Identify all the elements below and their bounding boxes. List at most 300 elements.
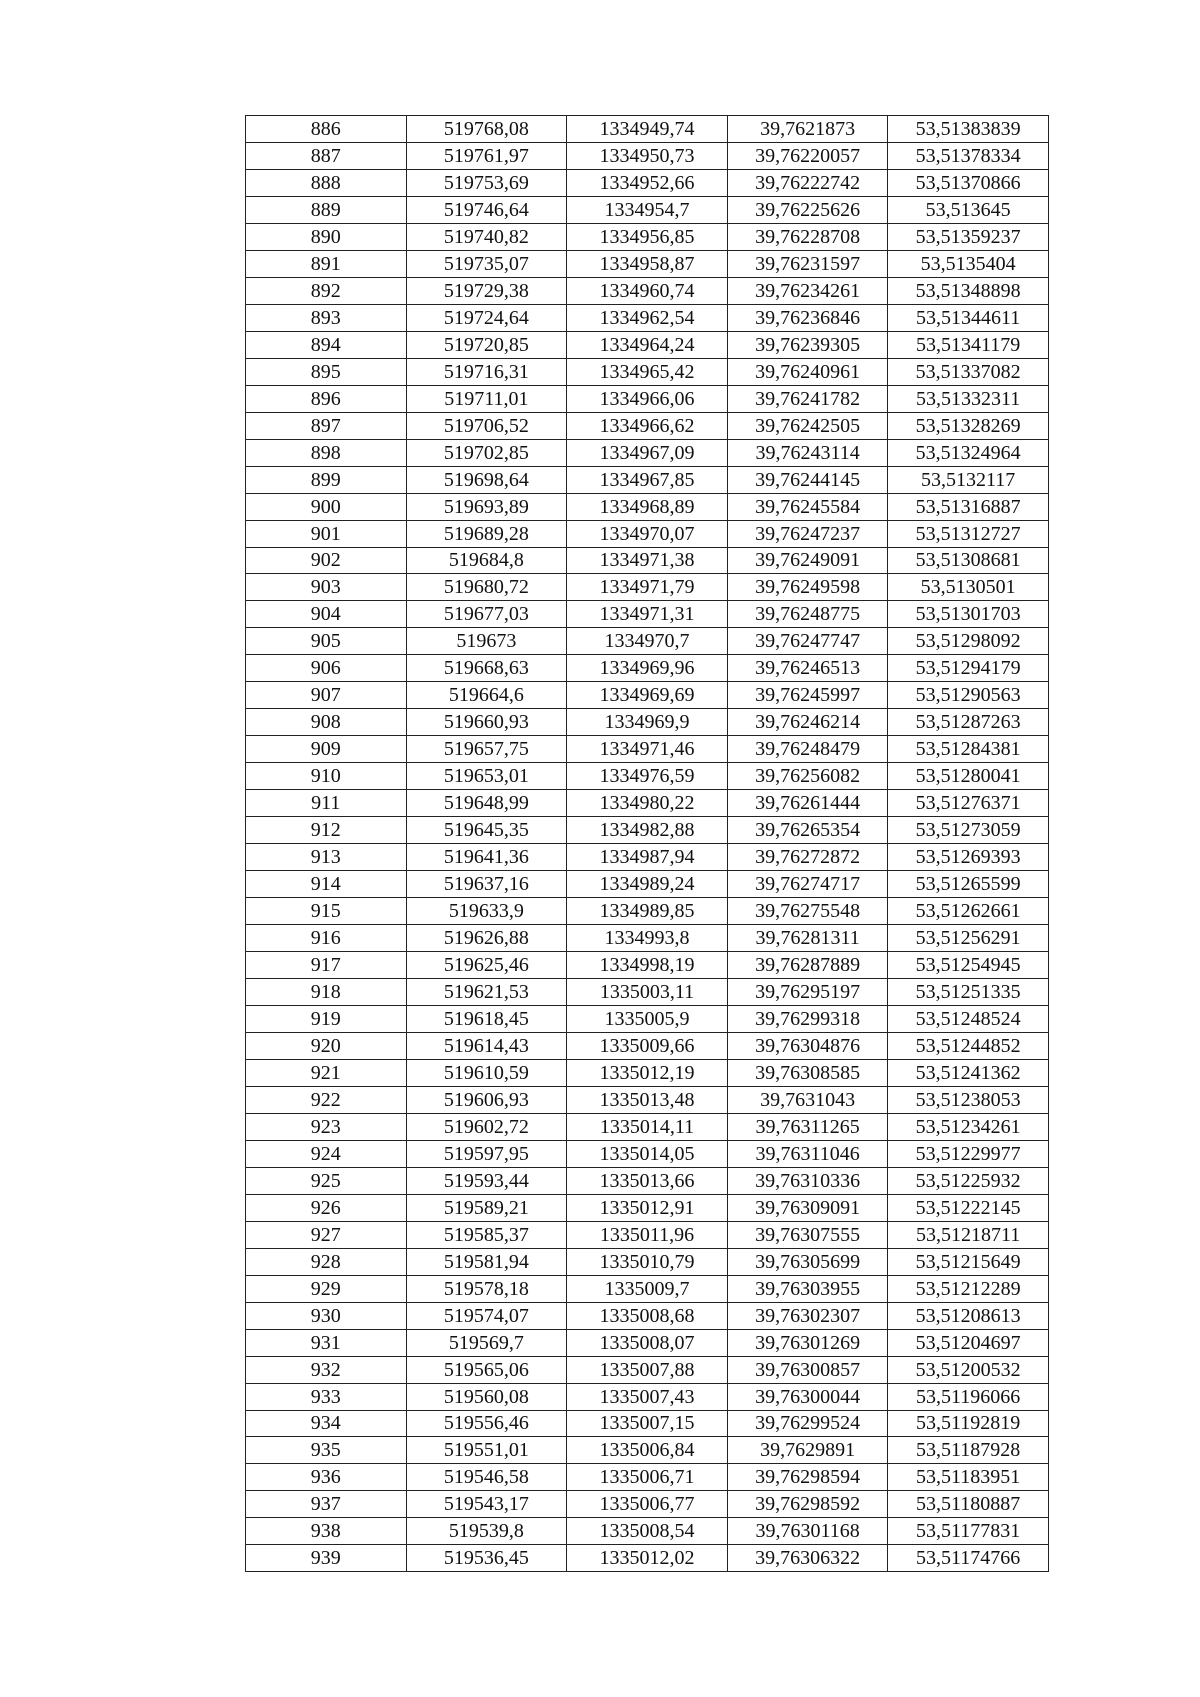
table-row: [246, 682, 1049, 709]
x-coordinate-cell: 519729,38: [406, 277, 567, 304]
point-number-cell: 923: [246, 1113, 407, 1140]
longitude-cell: 39,76299524: [727, 1410, 888, 1437]
table-row: [246, 1194, 1049, 1221]
longitude-cell: 39,7629891: [727, 1437, 888, 1464]
table-row: [246, 520, 1049, 547]
point-number-cell: 922: [246, 1086, 407, 1113]
y-coordinate-cell: 1334958,87: [567, 250, 728, 277]
y-coordinate-cell: 1334976,59: [567, 763, 728, 790]
latitude-cell: 53,51308681: [888, 547, 1049, 574]
y-coordinate-cell: 1335008,54: [567, 1518, 728, 1545]
x-coordinate-cell: 519597,95: [406, 1140, 567, 1167]
longitude-cell: 39,76220057: [727, 142, 888, 169]
longitude-cell: 39,76281311: [727, 925, 888, 952]
latitude-cell: 53,51177831: [888, 1518, 1049, 1545]
x-coordinate-cell: 519551,01: [406, 1437, 567, 1464]
y-coordinate-cell: 1335012,91: [567, 1194, 728, 1221]
x-coordinate-cell: 519581,94: [406, 1248, 567, 1275]
latitude-cell: 53,51359237: [888, 223, 1049, 250]
longitude-cell: 39,76300044: [727, 1383, 888, 1410]
x-coordinate-cell: 519746,64: [406, 196, 567, 223]
y-coordinate-cell: 1334971,79: [567, 574, 728, 601]
point-number-cell: 895: [246, 358, 407, 385]
longitude-cell: 39,76240961: [727, 358, 888, 385]
y-coordinate-cell: 1334980,22: [567, 790, 728, 817]
table-row: [246, 466, 1049, 493]
y-coordinate-cell: 1335008,68: [567, 1302, 728, 1329]
point-number-cell: 911: [246, 790, 407, 817]
point-number-cell: 899: [246, 466, 407, 493]
latitude-cell: 53,51280041: [888, 763, 1049, 790]
x-coordinate-cell: 519753,69: [406, 169, 567, 196]
point-number-cell: 929: [246, 1275, 407, 1302]
latitude-cell: 53,51290563: [888, 682, 1049, 709]
x-coordinate-cell: 519689,28: [406, 520, 567, 547]
table-row: [246, 736, 1049, 763]
table-row: [246, 412, 1049, 439]
y-coordinate-cell: 1335013,66: [567, 1167, 728, 1194]
y-coordinate-cell: 1334966,06: [567, 385, 728, 412]
y-coordinate-cell: 1334993,8: [567, 925, 728, 952]
longitude-cell: 39,76249598: [727, 574, 888, 601]
x-coordinate-cell: 519569,7: [406, 1329, 567, 1356]
table-row: [246, 817, 1049, 844]
longitude-cell: 39,76225626: [727, 196, 888, 223]
longitude-cell: 39,76248479: [727, 736, 888, 763]
x-coordinate-cell: 519761,97: [406, 142, 567, 169]
y-coordinate-cell: 1334954,7: [567, 196, 728, 223]
y-coordinate-cell: 1335007,15: [567, 1410, 728, 1437]
table-row: [246, 790, 1049, 817]
longitude-cell: 39,76275548: [727, 898, 888, 925]
y-coordinate-cell: 1335006,71: [567, 1464, 728, 1491]
y-coordinate-cell: 1335012,02: [567, 1545, 728, 1572]
table-row: [246, 1086, 1049, 1113]
point-number-cell: 913: [246, 844, 407, 871]
table-row: [246, 304, 1049, 331]
point-number-cell: 916: [246, 925, 407, 952]
point-number-cell: 930: [246, 1302, 407, 1329]
point-number-cell: 887: [246, 142, 407, 169]
table-row: [246, 142, 1049, 169]
x-coordinate-cell: 519543,17: [406, 1491, 567, 1518]
longitude-cell: 39,76247237: [727, 520, 888, 547]
longitude-cell: 39,76307555: [727, 1221, 888, 1248]
x-coordinate-cell: 519625,46: [406, 952, 567, 979]
latitude-cell: 53,51225932: [888, 1167, 1049, 1194]
x-coordinate-cell: 519574,07: [406, 1302, 567, 1329]
y-coordinate-cell: 1334968,89: [567, 493, 728, 520]
point-number-cell: 907: [246, 682, 407, 709]
point-number-cell: 925: [246, 1167, 407, 1194]
table-row: [246, 1248, 1049, 1275]
y-coordinate-cell: 1335012,19: [567, 1059, 728, 1086]
point-number-cell: 909: [246, 736, 407, 763]
table-row: [246, 1356, 1049, 1383]
point-number-cell: 890: [246, 223, 407, 250]
point-number-cell: 903: [246, 574, 407, 601]
x-coordinate-cell: 519740,82: [406, 223, 567, 250]
x-coordinate-cell: 519593,44: [406, 1167, 567, 1194]
latitude-cell: 53,51212289: [888, 1275, 1049, 1302]
point-number-cell: 937: [246, 1491, 407, 1518]
latitude-cell: 53,51341179: [888, 331, 1049, 358]
latitude-cell: 53,51262661: [888, 898, 1049, 925]
longitude-cell: 39,76242505: [727, 412, 888, 439]
x-coordinate-cell: 519677,03: [406, 601, 567, 628]
latitude-cell: 53,51273059: [888, 817, 1049, 844]
latitude-cell: 53,51174766: [888, 1545, 1049, 1572]
point-number-cell: 889: [246, 196, 407, 223]
x-coordinate-cell: 519614,43: [406, 1032, 567, 1059]
point-number-cell: 933: [246, 1383, 407, 1410]
longitude-cell: 39,76244145: [727, 466, 888, 493]
latitude-cell: 53,51256291: [888, 925, 1049, 952]
y-coordinate-cell: 1335006,84: [567, 1437, 728, 1464]
longitude-cell: 39,76245584: [727, 493, 888, 520]
point-number-cell: 914: [246, 871, 407, 898]
x-coordinate-cell: 519589,21: [406, 1194, 567, 1221]
point-number-cell: 891: [246, 250, 407, 277]
x-coordinate-cell: 519621,53: [406, 979, 567, 1006]
y-coordinate-cell: 1334998,19: [567, 952, 728, 979]
latitude-cell: 53,51200532: [888, 1356, 1049, 1383]
x-coordinate-cell: 519618,45: [406, 1005, 567, 1032]
table-row: [246, 1275, 1049, 1302]
longitude-cell: 39,76311046: [727, 1140, 888, 1167]
latitude-cell: 53,51276371: [888, 790, 1049, 817]
longitude-cell: 39,76299318: [727, 1005, 888, 1032]
point-number-cell: 936: [246, 1464, 407, 1491]
table-row: [246, 116, 1049, 143]
latitude-cell: 53,51348898: [888, 277, 1049, 304]
point-number-cell: 924: [246, 1140, 407, 1167]
table-row: [246, 385, 1049, 412]
longitude-cell: 39,76302307: [727, 1302, 888, 1329]
point-number-cell: 902: [246, 547, 407, 574]
table-row: [246, 1545, 1049, 1572]
x-coordinate-cell: 519565,06: [406, 1356, 567, 1383]
longitude-cell: 39,76310336: [727, 1167, 888, 1194]
latitude-cell: 53,51324964: [888, 439, 1049, 466]
latitude-cell: 53,51241362: [888, 1059, 1049, 1086]
y-coordinate-cell: 1335013,48: [567, 1086, 728, 1113]
longitude-cell: 39,76298592: [727, 1491, 888, 1518]
longitude-cell: 39,76247747: [727, 628, 888, 655]
longitude-cell: 39,76301168: [727, 1518, 888, 1545]
point-number-cell: 901: [246, 520, 407, 547]
x-coordinate-cell: 519673: [406, 628, 567, 655]
longitude-cell: 39,76309091: [727, 1194, 888, 1221]
latitude-cell: 53,51298092: [888, 628, 1049, 655]
latitude-cell: 53,51196066: [888, 1383, 1049, 1410]
x-coordinate-cell: 519641,36: [406, 844, 567, 871]
latitude-cell: 53,5135404: [888, 250, 1049, 277]
point-number-cell: 917: [246, 952, 407, 979]
table-row: [246, 979, 1049, 1006]
x-coordinate-cell: 519664,6: [406, 682, 567, 709]
latitude-cell: 53,51251335: [888, 979, 1049, 1006]
point-number-cell: 906: [246, 655, 407, 682]
x-coordinate-cell: 519684,8: [406, 547, 567, 574]
x-coordinate-cell: 519648,99: [406, 790, 567, 817]
y-coordinate-cell: 1334969,96: [567, 655, 728, 682]
point-number-cell: 894: [246, 331, 407, 358]
point-number-cell: 888: [246, 169, 407, 196]
longitude-cell: 39,76305699: [727, 1248, 888, 1275]
longitude-cell: 39,7621873: [727, 116, 888, 143]
table-row: [246, 1302, 1049, 1329]
point-number-cell: 928: [246, 1248, 407, 1275]
table-row: [246, 628, 1049, 655]
longitude-cell: 39,76261444: [727, 790, 888, 817]
longitude-cell: 39,76300857: [727, 1356, 888, 1383]
table-row: [246, 1383, 1049, 1410]
x-coordinate-cell: 519556,46: [406, 1410, 567, 1437]
table-row: [246, 1167, 1049, 1194]
longitude-cell: 39,76265354: [727, 817, 888, 844]
point-number-cell: 934: [246, 1410, 407, 1437]
coordinates-table-body: [246, 116, 1049, 1572]
table-row: [246, 1032, 1049, 1059]
table-row: [246, 844, 1049, 871]
y-coordinate-cell: 1334982,88: [567, 817, 728, 844]
table-row: [246, 574, 1049, 601]
latitude-cell: 53,51269393: [888, 844, 1049, 871]
y-coordinate-cell: 1334966,62: [567, 412, 728, 439]
y-coordinate-cell: 1335006,77: [567, 1491, 728, 1518]
longitude-cell: 39,76245997: [727, 682, 888, 709]
x-coordinate-cell: 519768,08: [406, 116, 567, 143]
y-coordinate-cell: 1334971,46: [567, 736, 728, 763]
x-coordinate-cell: 519539,8: [406, 1518, 567, 1545]
table-row: [246, 223, 1049, 250]
latitude-cell: 53,51312727: [888, 520, 1049, 547]
longitude-cell: 39,76274717: [727, 871, 888, 898]
y-coordinate-cell: 1335010,79: [567, 1248, 728, 1275]
y-coordinate-cell: 1335007,43: [567, 1383, 728, 1410]
y-coordinate-cell: 1334989,85: [567, 898, 728, 925]
table-row: [246, 1437, 1049, 1464]
point-number-cell: 932: [246, 1356, 407, 1383]
y-coordinate-cell: 1335014,11: [567, 1113, 728, 1140]
x-coordinate-cell: 519716,31: [406, 358, 567, 385]
latitude-cell: 53,5132117: [888, 466, 1049, 493]
point-number-cell: 908: [246, 709, 407, 736]
table-row: [246, 1518, 1049, 1545]
latitude-cell: 53,51344611: [888, 304, 1049, 331]
longitude-cell: 39,76287889: [727, 952, 888, 979]
longitude-cell: 39,76222742: [727, 169, 888, 196]
y-coordinate-cell: 1334970,07: [567, 520, 728, 547]
point-number-cell: 927: [246, 1221, 407, 1248]
x-coordinate-cell: 519680,72: [406, 574, 567, 601]
table-row: [246, 763, 1049, 790]
longitude-cell: 39,76301269: [727, 1329, 888, 1356]
latitude-cell: 53,51234261: [888, 1113, 1049, 1140]
y-coordinate-cell: 1334949,74: [567, 116, 728, 143]
y-coordinate-cell: 1334952,66: [567, 169, 728, 196]
point-number-cell: 900: [246, 493, 407, 520]
y-coordinate-cell: 1335009,7: [567, 1275, 728, 1302]
latitude-cell: 53,51316887: [888, 493, 1049, 520]
x-coordinate-cell: 519702,85: [406, 439, 567, 466]
table-row: [246, 358, 1049, 385]
table-row: [246, 655, 1049, 682]
longitude-cell: 39,76236846: [727, 304, 888, 331]
point-number-cell: 935: [246, 1437, 407, 1464]
table-row: [246, 547, 1049, 574]
longitude-cell: 39,76243114: [727, 439, 888, 466]
table-row: [246, 1005, 1049, 1032]
x-coordinate-cell: 519668,63: [406, 655, 567, 682]
x-coordinate-cell: 519602,72: [406, 1113, 567, 1140]
x-coordinate-cell: 519724,64: [406, 304, 567, 331]
table-row: [246, 493, 1049, 520]
latitude-cell: 53,51248524: [888, 1005, 1049, 1032]
y-coordinate-cell: 1334970,7: [567, 628, 728, 655]
point-number-cell: 918: [246, 979, 407, 1006]
latitude-cell: 53,51328269: [888, 412, 1049, 439]
x-coordinate-cell: 519720,85: [406, 331, 567, 358]
table-row: [246, 439, 1049, 466]
y-coordinate-cell: 1334965,42: [567, 358, 728, 385]
y-coordinate-cell: 1334950,73: [567, 142, 728, 169]
x-coordinate-cell: 519610,59: [406, 1059, 567, 1086]
longitude-cell: 39,76272872: [727, 844, 888, 871]
longitude-cell: 39,76304876: [727, 1032, 888, 1059]
point-number-cell: 898: [246, 439, 407, 466]
table-row: [246, 1059, 1049, 1086]
y-coordinate-cell: 1335008,07: [567, 1329, 728, 1356]
x-coordinate-cell: 519606,93: [406, 1086, 567, 1113]
latitude-cell: 53,51218711: [888, 1221, 1049, 1248]
latitude-cell: 53,51337082: [888, 358, 1049, 385]
y-coordinate-cell: 1335011,96: [567, 1221, 728, 1248]
latitude-cell: 53,51378334: [888, 142, 1049, 169]
latitude-cell: 53,51301703: [888, 601, 1049, 628]
latitude-cell: 53,51222145: [888, 1194, 1049, 1221]
x-coordinate-cell: 519546,58: [406, 1464, 567, 1491]
x-coordinate-cell: 519645,35: [406, 817, 567, 844]
point-number-cell: 926: [246, 1194, 407, 1221]
y-coordinate-cell: 1335009,66: [567, 1032, 728, 1059]
latitude-cell: 53,51332311: [888, 385, 1049, 412]
x-coordinate-cell: 519698,64: [406, 466, 567, 493]
latitude-cell: 53,51208613: [888, 1302, 1049, 1329]
point-number-cell: 893: [246, 304, 407, 331]
longitude-cell: 39,76228708: [727, 223, 888, 250]
longitude-cell: 39,76303955: [727, 1275, 888, 1302]
latitude-cell: 53,51284381: [888, 736, 1049, 763]
longitude-cell: 39,76308585: [727, 1059, 888, 1086]
latitude-cell: 53,51192819: [888, 1410, 1049, 1437]
table-row: [246, 925, 1049, 952]
x-coordinate-cell: 519653,01: [406, 763, 567, 790]
latitude-cell: 53,51265599: [888, 871, 1049, 898]
latitude-cell: 53,51244852: [888, 1032, 1049, 1059]
x-coordinate-cell: 519657,75: [406, 736, 567, 763]
longitude-cell: 39,76306322: [727, 1545, 888, 1572]
latitude-cell: 53,51294179: [888, 655, 1049, 682]
latitude-cell: 53,51254945: [888, 952, 1049, 979]
y-coordinate-cell: 1334960,74: [567, 277, 728, 304]
latitude-cell: 53,51183951: [888, 1464, 1049, 1491]
latitude-cell: 53,51383839: [888, 116, 1049, 143]
x-coordinate-cell: 519626,88: [406, 925, 567, 952]
table-row: [246, 277, 1049, 304]
x-coordinate-cell: 519560,08: [406, 1383, 567, 1410]
table-row: [246, 1410, 1049, 1437]
longitude-cell: 39,76298594: [727, 1464, 888, 1491]
point-number-cell: 919: [246, 1005, 407, 1032]
x-coordinate-cell: 519585,37: [406, 1221, 567, 1248]
table-row: [246, 196, 1049, 223]
latitude-cell: 53,51187928: [888, 1437, 1049, 1464]
point-number-cell: 920: [246, 1032, 407, 1059]
latitude-cell: 53,51180887: [888, 1491, 1049, 1518]
x-coordinate-cell: 519633,9: [406, 898, 567, 925]
table-row: [246, 1140, 1049, 1167]
y-coordinate-cell: 1334969,9: [567, 709, 728, 736]
table-row: [246, 1329, 1049, 1356]
table-row: [246, 1113, 1049, 1140]
longitude-cell: 39,76248775: [727, 601, 888, 628]
table-row: [246, 331, 1049, 358]
x-coordinate-cell: 519637,16: [406, 871, 567, 898]
point-number-cell: 939: [246, 1545, 407, 1572]
longitude-cell: 39,76239305: [727, 331, 888, 358]
point-number-cell: 896: [246, 385, 407, 412]
y-coordinate-cell: 1334971,38: [567, 547, 728, 574]
x-coordinate-cell: 519536,45: [406, 1545, 567, 1572]
y-coordinate-cell: 1334962,54: [567, 304, 728, 331]
y-coordinate-cell: 1335005,9: [567, 1005, 728, 1032]
point-number-cell: 905: [246, 628, 407, 655]
y-coordinate-cell: 1334967,85: [567, 466, 728, 493]
y-coordinate-cell: 1334956,85: [567, 223, 728, 250]
table-row: [246, 1491, 1049, 1518]
longitude-cell: 39,76246214: [727, 709, 888, 736]
point-number-cell: 912: [246, 817, 407, 844]
point-number-cell: 892: [246, 277, 407, 304]
x-coordinate-cell: 519693,89: [406, 493, 567, 520]
table-row: [246, 952, 1049, 979]
point-number-cell: 910: [246, 763, 407, 790]
x-coordinate-cell: 519711,01: [406, 385, 567, 412]
latitude-cell: 53,513645: [888, 196, 1049, 223]
latitude-cell: 53,51229977: [888, 1140, 1049, 1167]
y-coordinate-cell: 1334989,24: [567, 871, 728, 898]
longitude-cell: 39,76241782: [727, 385, 888, 412]
longitude-cell: 39,7631043: [727, 1086, 888, 1113]
y-coordinate-cell: 1334969,69: [567, 682, 728, 709]
y-coordinate-cell: 1334971,31: [567, 601, 728, 628]
y-coordinate-cell: 1334964,24: [567, 331, 728, 358]
table-row: [246, 250, 1049, 277]
point-number-cell: 921: [246, 1059, 407, 1086]
longitude-cell: 39,76246513: [727, 655, 888, 682]
point-number-cell: 886: [246, 116, 407, 143]
y-coordinate-cell: 1334987,94: [567, 844, 728, 871]
longitude-cell: 39,76231597: [727, 250, 888, 277]
x-coordinate-cell: 519735,07: [406, 250, 567, 277]
table-row: [246, 1221, 1049, 1248]
point-number-cell: 904: [246, 601, 407, 628]
latitude-cell: 53,51238053: [888, 1086, 1049, 1113]
y-coordinate-cell: 1335007,88: [567, 1356, 728, 1383]
x-coordinate-cell: 519578,18: [406, 1275, 567, 1302]
